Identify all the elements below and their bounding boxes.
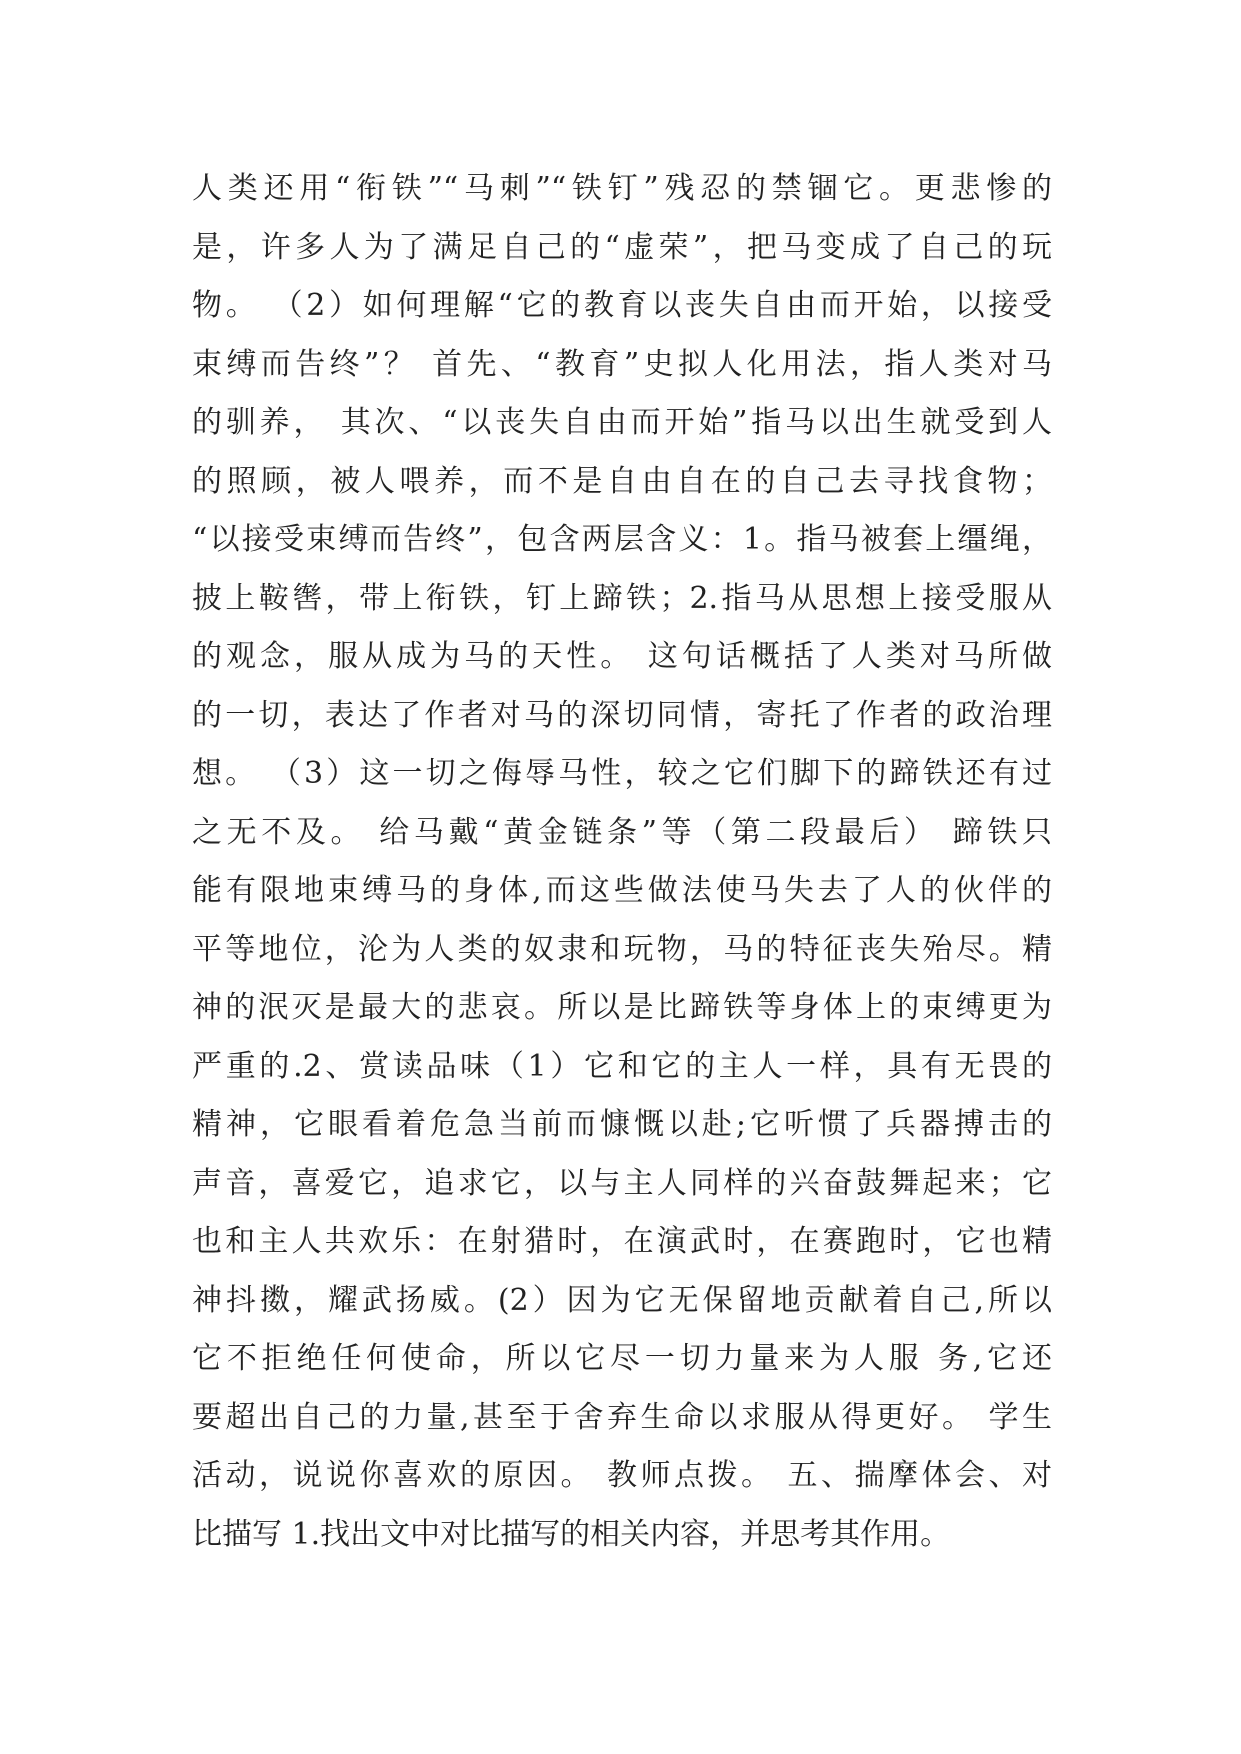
text-line: 它不拒绝任何使命，所以它尽一切力量来为人服 务,它还 [192,1341,1052,1376]
text-line: 声音，喜爱它，追求它，以与主人同样的兴奋鼓舞起来；它 [192,1165,1052,1201]
body-text [192,160,1052,1564]
text-line: 也和主人共欢乐：在射猎时，在演武时，在赛跑时，它也精 [192,1224,1052,1259]
text-line: “以接受束缚而告终”，包含两层含义：1。指马被套上缰绳， [192,522,1052,557]
text-line: 神抖擞，耀武扬威。(2）因为它无保留地贡献着自己,所以 [192,1282,1052,1318]
text-line: 神的泯灭是最大的悲哀。所以是比蹄铁等身体上的束缚更为 [192,990,1052,1025]
text-line: 精神，它眼看着危急当前而慷慨以赴;它听惯了兵器搏击的 [192,1107,1052,1142]
text-line: 想。 （3）这一切之侮辱马性，较之它们脚下的蹄铁还有过 [192,756,1052,791]
text-line: 披上鞍辔，带上衔铁，钉上蹄铁；2.指马从思想上接受服从 [192,580,1052,616]
text-line: 是，许多人为了满足自己的“虚荣”，把马变成了自己的玩 [192,229,1052,265]
text-line: 活动，说说你喜欢的原因。 教师点拨。 五、揣摩体会、对 [192,1458,1052,1493]
text-line: 要超出自己的力量,甚至于舍弃生命以求服从得更好。 学生 [192,1399,1052,1435]
text-line: 束缚而告终”？ 首先、“教育”史拟人化用法，指人类对马 [192,346,1052,382]
text-line: 比描写 1.找出文中对比描写的相关内容，并思考其作用。 [192,1516,951,1552]
text-line: 的一切，表达了作者对马的深切同情，寄托了作者的政治理 [192,697,1052,733]
text-line: 的驯养， 其次、“以丧失自由而开始”指马以出生就受到人 [192,405,1052,440]
text-line: 的观念，服从成为马的天性。 这句话概括了人类对马所做 [192,639,1052,674]
text-line: 之无不及。 给马戴“黄金链条”等（第二段最后） 蹄铁只 [192,814,1052,850]
text-line: 平等地位，沦为人类的奴隶和玩物，马的特征丧失殆尽。精 [192,931,1052,967]
text-line: 严重的.2、赏读品味（1）它和它的主人一样，具有无畏的 [192,1048,1052,1084]
text-line: 能有限地束缚马的身体,而这些做法使马失去了人的伙伴的 [192,873,1052,908]
text-line: 人类还用“衔铁”“马刺”“铁钉”残忍的禁锢它。更悲惨的 [192,171,1052,206]
text-line: 的照顾，被人喂养，而不是自由自在的自己去寻找食物； [192,463,1052,499]
text-line: 物。 （2）如何理解“它的教育以丧失自由而开始，以接受 [192,288,1052,323]
